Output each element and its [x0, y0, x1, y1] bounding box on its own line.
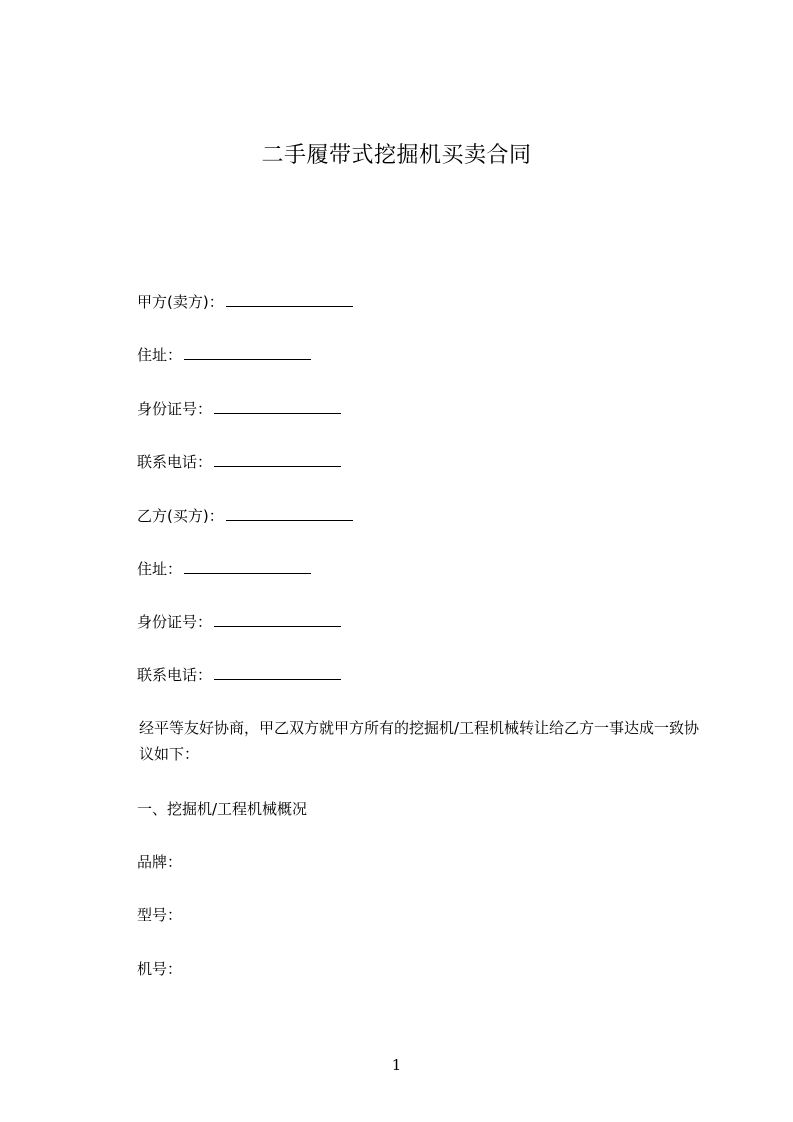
party-b-address-label: 住址：	[137, 560, 183, 578]
party-b-line	[137, 505, 353, 527]
party-b-label: 乙方(买方)：	[137, 507, 224, 525]
party-b-address-line	[137, 558, 311, 580]
party-a-address-line	[137, 344, 311, 366]
party-a-id-line	[137, 398, 341, 420]
party-a-phone-blank[interactable]	[214, 452, 341, 467]
party-a-phone-label: 联系电话：	[137, 453, 213, 471]
party-a-phone-line	[137, 451, 341, 473]
document-title: 二手履带式挖掘机买卖合同	[261, 143, 532, 168]
brand-label: 品牌：	[137, 853, 183, 871]
machine-no-label: 机号：	[137, 960, 183, 978]
party-b-phone-label: 联系电话：	[137, 666, 213, 684]
party-b-phone-line	[137, 664, 341, 686]
model-label: 型号：	[137, 906, 183, 924]
party-a-address-label: 住址：	[137, 346, 183, 364]
party-b-id-label: 身份证号：	[137, 613, 213, 631]
party-a-line	[137, 291, 353, 313]
party-b-phone-blank[interactable]	[214, 665, 341, 680]
party-a-id-blank[interactable]	[214, 399, 341, 414]
section1-heading: 一、挖掘机/工程机械概况	[137, 800, 308, 818]
intro-text: 经平等友好协商，甲乙双方就甲方所有的挖掘机/工程机械转让给乙方一事达成一致协议如下：	[139, 719, 700, 763]
party-b-id-blank[interactable]	[214, 612, 341, 627]
party-a-address-blank[interactable]	[184, 345, 311, 360]
party-a-id-label: 身份证号：	[137, 400, 213, 418]
party-b-address-blank[interactable]	[184, 559, 311, 574]
party-a-blank[interactable]	[226, 292, 353, 307]
intro-paragraph	[104, 715, 704, 767]
party-a-label: 甲方(卖方)：	[137, 293, 224, 311]
party-b-id-line	[137, 611, 341, 633]
page-number: 1	[391, 1056, 402, 1074]
party-b-blank[interactable]	[226, 506, 353, 521]
